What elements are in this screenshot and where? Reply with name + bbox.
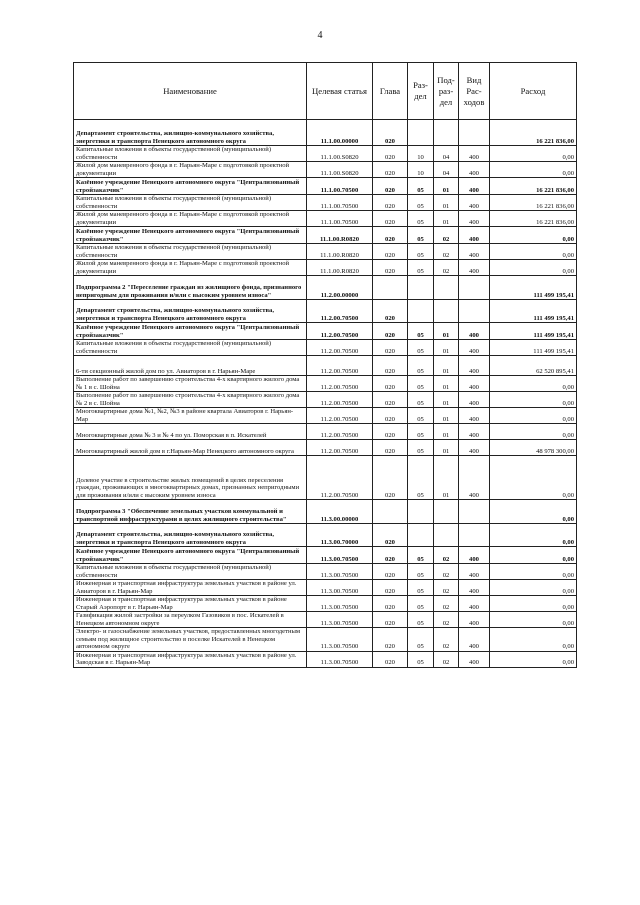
cell-section: 05 xyxy=(408,424,434,440)
cell-amount: 16 221 836,00 xyxy=(490,120,577,146)
table-row xyxy=(74,651,577,667)
cell-section: 05 xyxy=(408,260,434,276)
cell-name: Многоквартирные дома № 3 и № 4 по ул. Поморская в п. Искателей xyxy=(74,424,307,440)
cell-subsection: 02 xyxy=(434,612,459,628)
cell-target: 11.1.00.00000 xyxy=(307,120,373,146)
cell-target: 11.3.00.70000 xyxy=(307,524,373,547)
table-row xyxy=(74,524,577,547)
column-header-chapter: Глава xyxy=(373,63,408,120)
cell-section: 10 xyxy=(408,162,434,178)
cell-chapter: 020 xyxy=(373,260,408,276)
cell-name: Казённое учреждение Ненецкого автономного округа "Централизованный стройзаказчик" xyxy=(74,547,307,564)
cell-expense-type: 400 xyxy=(459,456,490,500)
cell-subsection: 01 xyxy=(434,392,459,408)
cell-subsection: 02 xyxy=(434,244,459,260)
cell-section: 05 xyxy=(408,564,434,580)
cell-target: 11.3.00.70500 xyxy=(307,628,373,652)
table-row xyxy=(74,195,577,211)
cell-expense-type: 400 xyxy=(459,440,490,456)
cell-name: Подпрограмма 3 "Обеспечение земельных участков коммунальной и транспортной инфраструктурами в целях жилищного строительства" xyxy=(74,500,307,524)
cell-amount: 111 499 195,41 xyxy=(490,340,577,356)
cell-section: 05 xyxy=(408,227,434,244)
cell-amount: 48 978 300,00 xyxy=(490,440,577,456)
cell-expense-type: 400 xyxy=(459,596,490,612)
cell-subsection: 02 xyxy=(434,628,459,652)
cell-section xyxy=(408,500,434,524)
cell-subsection: 01 xyxy=(434,440,459,456)
cell-target: 11.3.00.00000 xyxy=(307,500,373,524)
cell-chapter: 020 xyxy=(373,628,408,652)
cell-name: Инженерная и транспортная инфраструктура земельных участков в районе Старый Аэропорт в г. Нарьян-Мар xyxy=(74,596,307,612)
cell-subsection: 02 xyxy=(434,564,459,580)
cell-chapter: 020 xyxy=(373,340,408,356)
cell-name: Капитальные вложения в объекты государственной (муниципальной) собственности xyxy=(74,195,307,211)
cell-section: 05 xyxy=(408,323,434,340)
cell-target: 11.2.00.70500 xyxy=(307,300,373,323)
cell-expense-type: 400 xyxy=(459,424,490,440)
cell-expense-type: 400 xyxy=(459,340,490,356)
cell-section: 05 xyxy=(408,580,434,596)
column-header-name: Наименование xyxy=(74,63,307,120)
cell-expense-type: 400 xyxy=(459,178,490,195)
cell-amount: 16 221 836,00 xyxy=(490,211,577,227)
cell-amount: 0,00 xyxy=(490,146,577,162)
cell-subsection xyxy=(434,524,459,547)
cell-expense-type: 400 xyxy=(459,146,490,162)
table-row xyxy=(74,260,577,276)
cell-amount: 111 499 195,41 xyxy=(490,276,577,300)
cell-expense-type: 400 xyxy=(459,392,490,408)
cell-section xyxy=(408,524,434,547)
cell-subsection xyxy=(434,300,459,323)
table-row xyxy=(74,211,577,227)
cell-expense-type: 400 xyxy=(459,651,490,667)
cell-section: 05 xyxy=(408,456,434,500)
cell-section: 05 xyxy=(408,211,434,227)
cell-subsection: 02 xyxy=(434,580,459,596)
table-row xyxy=(74,580,577,596)
cell-expense-type: 400 xyxy=(459,612,490,628)
cell-expense-type: 400 xyxy=(459,356,490,376)
column-header-target: Целевая статья xyxy=(307,63,373,120)
cell-amount: 0,00 xyxy=(490,244,577,260)
cell-name: Департамент строительства, жилищно-коммунального хозяйства, энергетики и транспорта Ненецкого автономного округа xyxy=(74,300,307,323)
cell-target: 11.3.00.70500 xyxy=(307,596,373,612)
cell-expense-type: 400 xyxy=(459,580,490,596)
cell-chapter xyxy=(373,276,408,300)
cell-section: 05 xyxy=(408,628,434,652)
cell-target: 11.2.00.70500 xyxy=(307,392,373,408)
cell-section: 05 xyxy=(408,178,434,195)
cell-chapter: 020 xyxy=(373,612,408,628)
cell-amount: 0,00 xyxy=(490,162,577,178)
cell-chapter: 020 xyxy=(373,424,408,440)
table-row xyxy=(74,628,577,652)
cell-subsection: 01 xyxy=(434,376,459,392)
cell-name: Электро- и газоснабжение земельных участков, предоставленных многодетным семьям под жилищное строительство в поселке Искателей в Ненецком автономном округе xyxy=(74,628,307,652)
cell-chapter: 020 xyxy=(373,456,408,500)
cell-target: 11.3.00.70500 xyxy=(307,612,373,628)
cell-section: 10 xyxy=(408,146,434,162)
cell-section: 05 xyxy=(408,612,434,628)
cell-subsection: 02 xyxy=(434,260,459,276)
cell-chapter: 020 xyxy=(373,596,408,612)
cell-amount: 111 499 195,41 xyxy=(490,300,577,323)
cell-target: 11.2.00.70500 xyxy=(307,440,373,456)
cell-name: Многоквартирные дома №1, №2, №3 в районе квартала Авиаторов г. Нарьян-Мар xyxy=(74,408,307,424)
cell-name: Подпрограмма 2 "Переселение граждан из жилищного фонда, признанного непригодным для проживания и/или с высоким уровнем износа" xyxy=(74,276,307,300)
cell-target: 11.2.00.70500 xyxy=(307,408,373,424)
cell-chapter: 020 xyxy=(373,392,408,408)
cell-section: 05 xyxy=(408,376,434,392)
cell-amount: 0,00 xyxy=(490,524,577,547)
table-row xyxy=(74,227,577,244)
cell-expense-type xyxy=(459,524,490,547)
cell-name: Долевое участие в строительстве жилых помещений в целях переселения граждан, проживающих в многоквартирных домах, признанных непригодными для проживания и/или с высоким уровнем износа xyxy=(74,456,307,500)
cell-expense-type xyxy=(459,276,490,300)
cell-section xyxy=(408,276,434,300)
table-row xyxy=(74,408,577,424)
cell-amount: 0,00 xyxy=(490,612,577,628)
table-row xyxy=(74,323,577,340)
table-row xyxy=(74,564,577,580)
cell-name: Департамент строительства, жилищно-коммунального хозяйства, энергетики и транспорта Ненецкого автономного округа xyxy=(74,120,307,146)
cell-target: 11.2.00.70500 xyxy=(307,356,373,376)
cell-amount: 0,00 xyxy=(490,651,577,667)
cell-subsection: 02 xyxy=(434,651,459,667)
cell-expense-type: 400 xyxy=(459,211,490,227)
cell-target: 11.2.00.70500 xyxy=(307,456,373,500)
table-row xyxy=(74,340,577,356)
table-body xyxy=(74,120,577,668)
cell-expense-type: 400 xyxy=(459,162,490,178)
table-row xyxy=(74,276,577,300)
cell-name: Департамент строительства, жилищно-коммунального хозяйства, энергетики и транспорта Ненецкого автономного округа xyxy=(74,524,307,547)
cell-expense-type: 400 xyxy=(459,628,490,652)
cell-expense-type: 400 xyxy=(459,376,490,392)
column-header-section: Раз-дел xyxy=(408,63,434,120)
cell-subsection: 01 xyxy=(434,456,459,500)
column-header-expense-type: Вид Рас-ходов xyxy=(459,63,490,120)
cell-section: 05 xyxy=(408,596,434,612)
cell-chapter: 020 xyxy=(373,178,408,195)
cell-name: Капитальные вложения в объекты государственной (муниципальной) собственности xyxy=(74,146,307,162)
cell-target: 11.2.00.70500 xyxy=(307,323,373,340)
cell-subsection: 01 xyxy=(434,323,459,340)
cell-chapter: 020 xyxy=(373,227,408,244)
cell-section xyxy=(408,120,434,146)
cell-amount: 0,00 xyxy=(490,547,577,564)
table-row xyxy=(74,356,577,376)
cell-target: 11.1.00.S0820 xyxy=(307,146,373,162)
table-header-row xyxy=(74,63,577,120)
cell-subsection: 01 xyxy=(434,340,459,356)
cell-expense-type: 400 xyxy=(459,547,490,564)
table-row xyxy=(74,500,577,524)
cell-chapter: 020 xyxy=(373,580,408,596)
cell-subsection xyxy=(434,120,459,146)
cell-amount: 0,00 xyxy=(490,376,577,392)
cell-section: 05 xyxy=(408,392,434,408)
cell-amount: 0,00 xyxy=(490,580,577,596)
cell-target: 11.2.00.70500 xyxy=(307,376,373,392)
cell-expense-type xyxy=(459,500,490,524)
cell-chapter: 020 xyxy=(373,162,408,178)
cell-subsection: 04 xyxy=(434,162,459,178)
cell-chapter: 020 xyxy=(373,651,408,667)
cell-section: 05 xyxy=(408,356,434,376)
cell-name: Капитальные вложения в объекты государственной (муниципальной) собственности xyxy=(74,244,307,260)
cell-subsection xyxy=(434,500,459,524)
table-row xyxy=(74,612,577,628)
cell-subsection: 01 xyxy=(434,178,459,195)
cell-chapter: 020 xyxy=(373,564,408,580)
cell-subsection xyxy=(434,276,459,300)
table-row xyxy=(74,456,577,500)
table-row xyxy=(74,244,577,260)
cell-name: Казённое учреждение Ненецкого автономного округа "Централизованный стройзаказчик" xyxy=(74,178,307,195)
cell-amount: 0,00 xyxy=(490,564,577,580)
cell-chapter: 020 xyxy=(373,356,408,376)
cell-target: 11.2.00.70500 xyxy=(307,424,373,440)
cell-target: 11.3.00.70500 xyxy=(307,580,373,596)
cell-name: Выполнение работ по завершению строительства 4-х квартирного жилого дома № 1 в с. Шойна xyxy=(74,376,307,392)
cell-section: 05 xyxy=(408,547,434,564)
budget-table xyxy=(73,62,577,668)
cell-chapter: 020 xyxy=(373,524,408,547)
cell-amount: 62 520 895,41 xyxy=(490,356,577,376)
cell-name: Инженерная и транспортная инфраструктура земельных участков в районе ул. Заводская в г. Нарьян-Мар xyxy=(74,651,307,667)
cell-subsection: 04 xyxy=(434,146,459,162)
table-row xyxy=(74,547,577,564)
cell-target: 11.1.00.70500 xyxy=(307,178,373,195)
column-header-amount: Расход xyxy=(490,63,577,120)
table-row xyxy=(74,162,577,178)
cell-section: 05 xyxy=(408,195,434,211)
cell-target: 11.1.00.S0820 xyxy=(307,162,373,178)
cell-target: 11.1.00.R0820 xyxy=(307,244,373,260)
cell-subsection: 01 xyxy=(434,408,459,424)
cell-target: 11.1.00.R0820 xyxy=(307,227,373,244)
cell-amount: 0,00 xyxy=(490,456,577,500)
cell-subsection: 01 xyxy=(434,195,459,211)
cell-amount: 0,00 xyxy=(490,227,577,244)
cell-chapter: 020 xyxy=(373,376,408,392)
table-row xyxy=(74,596,577,612)
cell-name: Жилой дом маневренного фонда в г. Нарьян-Маре с подготовкой проектной документации xyxy=(74,162,307,178)
cell-chapter: 020 xyxy=(373,547,408,564)
cell-subsection: 02 xyxy=(434,596,459,612)
cell-amount: 0,00 xyxy=(490,628,577,652)
cell-name: Жилой дом маневренного фонда в г. Нарьян-Маре с подготовкой проектной документации xyxy=(74,260,307,276)
cell-amount: 0,00 xyxy=(490,596,577,612)
cell-amount: 0,00 xyxy=(490,260,577,276)
cell-amount: 0,00 xyxy=(490,408,577,424)
cell-target: 11.1.00.R0820 xyxy=(307,260,373,276)
cell-subsection: 02 xyxy=(434,227,459,244)
cell-expense-type: 400 xyxy=(459,244,490,260)
cell-target: 11.3.00.70500 xyxy=(307,564,373,580)
cell-subsection: 02 xyxy=(434,547,459,564)
cell-expense-type: 400 xyxy=(459,323,490,340)
cell-name: Газификация жилой застройки за переулком Газовиков в пос. Искателей в Ненецком автономном округе xyxy=(74,612,307,628)
cell-target: 11.3.00.70500 xyxy=(307,651,373,667)
cell-section: 05 xyxy=(408,340,434,356)
cell-subsection: 01 xyxy=(434,424,459,440)
cell-name: Инженерная и транспортная инфраструктура земельных участков в районе ул. Авиаторов в г. Нарьян-Мар xyxy=(74,580,307,596)
cell-chapter: 020 xyxy=(373,323,408,340)
cell-name: Многоквартирный жилой дом в г.Нарьян-Мар Ненецкого автономного округа xyxy=(74,440,307,456)
cell-name: Казённое учреждение Ненецкого автономного округа "Централизованный стройзаказчик" xyxy=(74,323,307,340)
cell-section: 05 xyxy=(408,440,434,456)
cell-section: 05 xyxy=(408,244,434,260)
table-row xyxy=(74,424,577,440)
table-row xyxy=(74,300,577,323)
cell-expense-type xyxy=(459,120,490,146)
table-row xyxy=(74,440,577,456)
cell-name: 6-ти секционный жилой дом по ул. Авиаторов в г. Нарьян-Маре xyxy=(74,356,307,376)
cell-name: Капитальные вложения в объекты государственной (муниципальной) собственности xyxy=(74,340,307,356)
cell-subsection: 01 xyxy=(434,211,459,227)
cell-expense-type: 400 xyxy=(459,260,490,276)
cell-target: 11.1.00.70500 xyxy=(307,211,373,227)
cell-chapter xyxy=(373,500,408,524)
cell-amount: 0,00 xyxy=(490,392,577,408)
cell-section xyxy=(408,300,434,323)
cell-expense-type: 400 xyxy=(459,564,490,580)
cell-chapter: 020 xyxy=(373,440,408,456)
table-row xyxy=(74,146,577,162)
cell-expense-type xyxy=(459,300,490,323)
cell-chapter: 020 xyxy=(373,300,408,323)
cell-chapter: 020 xyxy=(373,195,408,211)
cell-amount: 16 221 836,00 xyxy=(490,195,577,211)
cell-chapter: 020 xyxy=(373,211,408,227)
cell-name: Капитальные вложения в объекты государственной (муниципальной) собственности xyxy=(74,564,307,580)
cell-target: 11.2.00.70500 xyxy=(307,340,373,356)
table-row xyxy=(74,376,577,392)
cell-amount: 16 221 836,00 xyxy=(490,178,577,195)
cell-chapter: 020 xyxy=(373,408,408,424)
cell-chapter: 020 xyxy=(373,146,408,162)
cell-name: Выполнение работ по завершению строительства 4-х квартирного жилого дома № 2 в с. Шойна xyxy=(74,392,307,408)
cell-expense-type: 400 xyxy=(459,227,490,244)
cell-section: 05 xyxy=(408,408,434,424)
cell-expense-type: 400 xyxy=(459,195,490,211)
cell-amount: 0,00 xyxy=(490,424,577,440)
cell-expense-type: 400 xyxy=(459,408,490,424)
cell-section: 05 xyxy=(408,651,434,667)
cell-target: 11.1.00.70500 xyxy=(307,195,373,211)
cell-amount: 0,00 xyxy=(490,500,577,524)
column-header-subsection: Под-раз-дел xyxy=(434,63,459,120)
cell-name: Жилой дом маневренного фонда в г. Нарьян-Маре с подготовкой проектной документации xyxy=(74,211,307,227)
cell-chapter: 020 xyxy=(373,120,408,146)
cell-target: 11.2.00.00000 xyxy=(307,276,373,300)
cell-chapter: 020 xyxy=(373,244,408,260)
table-row xyxy=(74,120,577,146)
page-number: 4 xyxy=(317,30,323,41)
table-row xyxy=(74,392,577,408)
cell-target: 11.3.00.70500 xyxy=(307,547,373,564)
table-row xyxy=(74,178,577,195)
cell-subsection: 01 xyxy=(434,356,459,376)
cell-name: Казённое учреждение Ненецкого автономного округа "Централизованный стройзаказчик" xyxy=(74,227,307,244)
cell-amount: 111 499 195,41 xyxy=(490,323,577,340)
